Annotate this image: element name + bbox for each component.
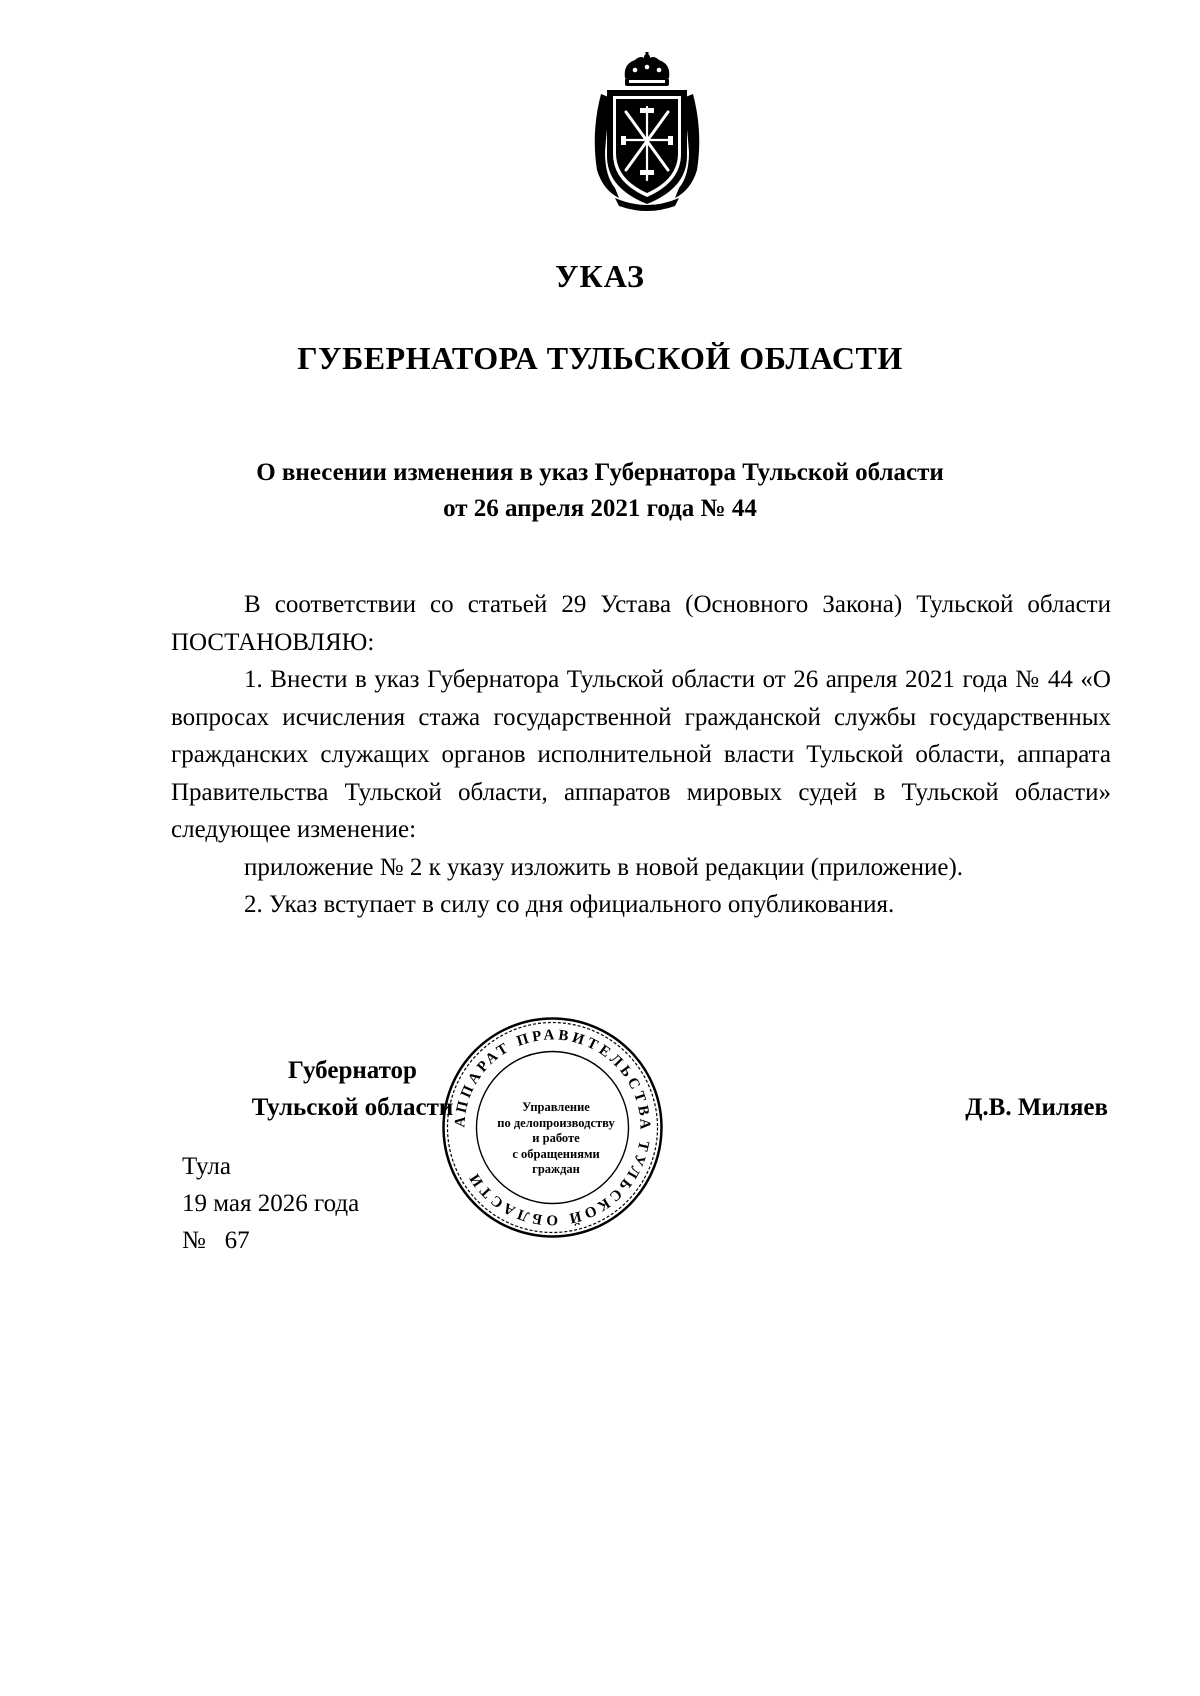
item-1-paragraph: 1. Внести в указ Губернатора Тульской области от 26 апреля 2021 года № 44 «О вопросах исчисления стажа государственной гражданской службы государственных гражданских служащих органов исполнительной власти Тульской области, аппарата Правительства Тульской области, аппаратов мировых судей в Тульской области» следующее изменение: (171, 666, 1111, 843)
seal-center-line: по делопроизводству (497, 1115, 615, 1130)
seal-center-line: с обращениями (512, 1146, 600, 1161)
decree-heading-line-1: О внесении изменения в указ Губернатора Тульской области (256, 459, 944, 486)
issue-date: 19 мая 2026 года (182, 1190, 360, 1217)
item-2-paragraph: 2. Указ вступает в силу со дня официального опубликования. (244, 891, 895, 918)
seal-center-line: граждан (532, 1162, 580, 1176)
seal-center-line: Управление (522, 1100, 590, 1114)
seal-center-line: и работе (532, 1131, 580, 1145)
seal-ring-text: АППАРАТ ПРАВИТЕЛЬСТВА ТУЛЬСКОЙ ОБЛАСТИ (452, 1027, 653, 1228)
issue-number: № 67 (182, 1227, 250, 1254)
preamble-paragraph: В соответствии со статьей 29 Устава (Основного Закона) Тульской области ПОСТАНОВЛЯЮ: (171, 591, 1111, 656)
issuer-title: ГУБЕРНАТОРА ТУЛЬСКОЙ ОБЛАСТИ (297, 340, 903, 376)
document-type-title: УКАЗ (555, 258, 645, 294)
issue-place: Тула (182, 1153, 231, 1180)
coat-of-arms-icon (585, 52, 709, 212)
decree-body (171, 586, 1111, 924)
item-1-subparagraph: приложение № 2 к указу изложить в новой редакции (приложение). (244, 853, 964, 881)
signatory-position-line-2: Тульской области (251, 1094, 454, 1121)
seal-center-text (490, 1100, 622, 1178)
issue-details (182, 1148, 359, 1259)
signatory-name: Д.В. Миляев (965, 1094, 1108, 1121)
decree-heading (0, 455, 1200, 527)
signatory-position-line-1: Губернатор (288, 1057, 417, 1084)
decree-heading-line-2: от 26 апреля 2021 года № 44 (443, 495, 757, 522)
